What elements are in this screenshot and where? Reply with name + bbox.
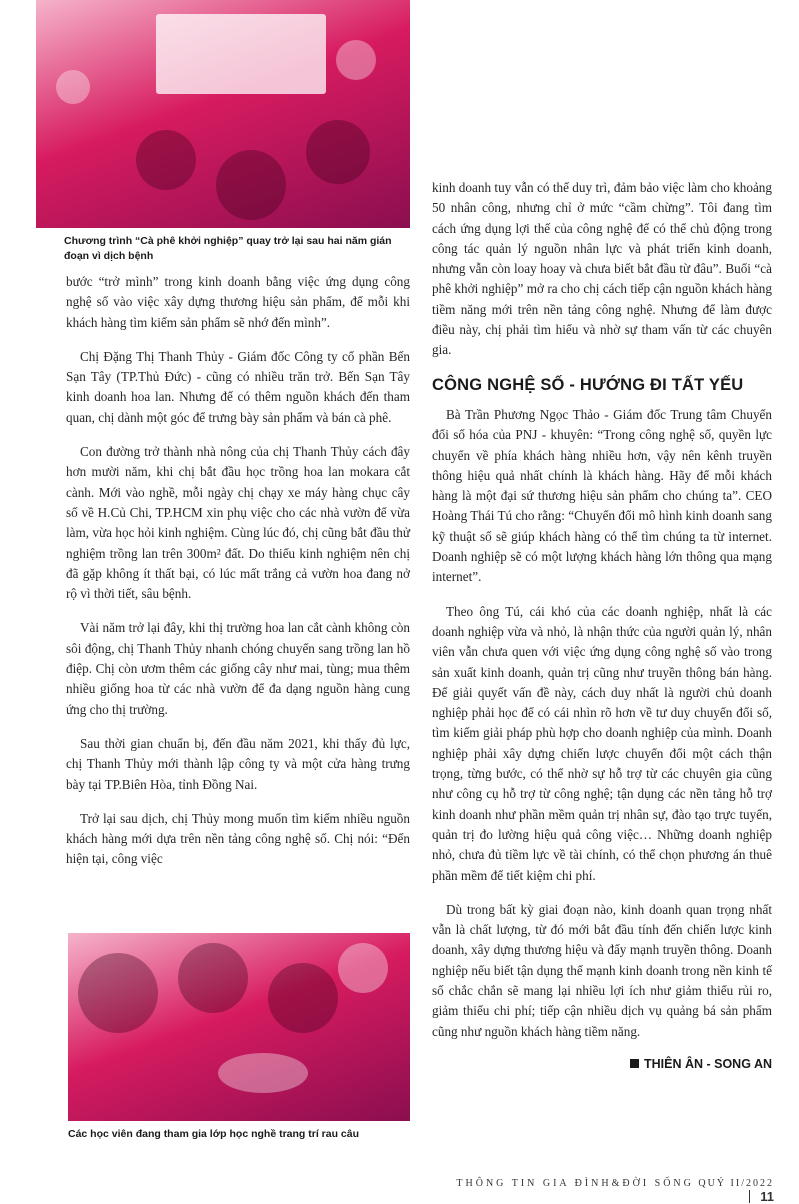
author-names: THIÊN ÂN - SONG AN (643, 1056, 772, 1071)
article-column-right (432, 178, 772, 1074)
square-bullet-icon (630, 1059, 639, 1068)
event-backdrop-banner (156, 14, 326, 94)
paragraph: Dù trong bất kỳ giai đoạn nào, kinh doanh quan trọng nhất vẫn là chất lượng, từ đó mới bắt đầu tính đến chiến lược kinh doanh, xây dựng thương hiệu và đẩy mạnh truyền thông. Doanh nghiệp nếu biết tận dụng thế mạnh kinh doanh trong nền kinh tế số chắc chắn sẽ mang lại nhiều lợi ích như giảm thiểu rủi ro, giảm thiểu chi phí; tiếp cận nhiều dịch vụ quảng bá sản phẩm cũng như nguồn khách hàng tiềm năng. (432, 901, 772, 1039)
article-column-left (66, 272, 410, 884)
table-surface (218, 1053, 308, 1093)
student-silhouette (78, 953, 158, 1033)
paragraph: Vài năm trở lại đây, khi thị trường hoa lan cắt cành không còn sôi động, chị Thanh Thủy nhanh chóng chuyển sang trồng lan hồ điệp. Chị còn ươm thêm các giống cây như mai, tùng; mua thêm nhiều giống hoa từ các nhà vườn để đa dạng nguồn hàng cung ứng cho thị trường. (66, 620, 410, 717)
audience-silhouette (216, 150, 286, 220)
section-heading: CÔNG NGHỆ SỐ - HƯỚNG ĐI TẤT YẾU (432, 375, 744, 394)
issue-label: QUÝ II/2022 (698, 1178, 774, 1189)
paragraph: kinh doanh tuy vẫn có thể duy trì, đảm bảo việc làm cho khoảng 50 nhân công, nhưng chỉ ở mức “cầm chừng”. Tôi đang tìm cách ứng dụng lợi thế của công nghệ để có thể chủ động trong công tác quản lý nguồn nhân lực và phát triển kinh doanh, nhưng vẫn còn loay hoay và chưa biết bắt đầu từ đâu”. Buổi “cà phê khởi nghiệp” mở ra cho chị cách tiếp cận nguồn khách hàng tiềm năng mới trên nền tảng công nghệ. Nhưng để làm được điều này, chị phải tìm hiểu và nhờ sự tham vấn từ các chuyên gia. (432, 180, 772, 358)
photo-startup-coffee-event (36, 0, 410, 228)
page-footer (440, 1178, 774, 1204)
photo-caption-top: Chương trình “Cà phê khởi nghiệp” quay trở lại sau hai năm gián đoạn vì dịch bệnh (64, 235, 392, 262)
paragraph: Sau thời gian chuẩn bị, đến đầu năm 2021, khi thấy đủ lực, chị Thanh Thủy mới thành lập công ty và một cửa hàng trưng bày tại TP.Biên Hòa, tỉnh Đồng Nai. (66, 735, 410, 792)
footer-divider (749, 1190, 750, 1203)
paragraph: Con đường trở thành nhà nông của chị Thanh Thủy cách đây hơn mười năm, khi chị bắt đầu học trồng hoa lan mokara cắt cành. Mới vào nghề, mỗi ngày chị chạy xe máy hàng chục cây số về H.Củ Chi, TP.HCM xin phụ việc cho các nhà vườn để vừa làm, vừa học hỏi kinh nghiệm. Cùng lúc đó, chị cũng bắt đầu thử nghiệm trồng lan trên 300m² đất. Do thiếu kinh nghiệm nên chị đã gặp không ít thất bại, có lúc mất trắng cả vườn hoa đang nở rộ vì thời tiết, sâu bệnh. (66, 444, 410, 602)
paragraph: Chị Đặng Thị Thanh Thủy - Giám đốc Công ty cổ phần Bến Sạn Tây (TP.Thủ Đức) - cũng có nhiều trăn trở. Bến Sạn Tây kinh doanh hoa lan. Nhưng để có thêm nguồn khách đến tham quan, chị dành một góc để trưng bày sản phẩm và bán cà phê. (66, 348, 410, 425)
page-number: 11 (760, 1189, 774, 1204)
student-silhouette (178, 943, 248, 1013)
author-byline (432, 1054, 772, 1074)
publication-name: THÔNG TIN GIA ĐÌNH&ĐỜI SỐNG (456, 1178, 694, 1189)
paragraph: Bà Trần Phương Ngọc Thảo - Giám đốc Trung tâm Chuyển đổi số hóa của PNJ - khuyên: “Trong công nghệ số, quyền lực chuyển về phía khách hàng nhiều hơn, vậy nên kênh truyền thông hiệu quả nhất chính là khách hàng. Hãy để mỗi khách hàng là một đại sứ thương hiệu sản phẩm cho chúng ta”. CEO Hoàng Thái Tú cho rằng: “Chuyển đổi mô hình kinh doanh sang kỹ thuật số sẽ giúp khách hàng có thể tìm chúng ta từ internet. Doanh nghiệp sẽ có một lượng khách hàng lớn thông qua mạng internet”. (432, 406, 772, 585)
photo-jelly-decoration-class (68, 933, 410, 1121)
speaker-silhouette (56, 70, 90, 104)
light-spot (336, 40, 376, 80)
audience-silhouette (136, 130, 196, 190)
light-spot (338, 943, 388, 993)
paragraph: bước “trở mình” trong kinh doanh bằng việc ứng dụng công nghệ số vào việc xây dựng thương hiệu sản phẩm, để mỗi khi khách hàng tìm kiếm sản phẩm sẽ nhớ đến mình”. (66, 274, 410, 330)
paragraph: Trở lại sau dịch, chị Thủy mong muốn tìm kiếm nhiều nguồn khách hàng mới dựa trên nền tảng công nghệ số. Chị nói: “Đến hiện tại, công việc (66, 810, 410, 867)
audience-silhouette (306, 120, 370, 184)
student-silhouette (268, 963, 338, 1033)
paragraph: Theo ông Tú, cái khó của các doanh nghiệp, nhất là các doanh nghiệp vừa và nhỏ, là nhận thức của người quản lý, nhân viên vẫn chưa quen với việc ứng dụng công nghệ số vào trong sản xuất kinh doanh, quản trị cũng như truyền thông bán hàng. Để giải quyết vấn đề này, cách duy nhất là người chủ doanh nghiệp phải học để có cái nhìn rõ hơn về tư duy chuyển đổi số, tìm kiếm giải pháp phù hợp cho doanh nghiệp của mình. Doanh nghiệp phải xây dựng chiến lược chuyển đổi một cách thận trọng, từng bước, có thể nhờ sự hỗ trợ từ các chuyên gia cũng như công cụ hỗ trợ từ công nghệ; tận dụng các nền tảng hỗ trợ kinh doanh như phần mềm quản trị nhân sự, đào tạo trực tuyến, quản trị đo lường hiệu quả công việc… Những doanh nghiệp nhỏ, chưa đủ tiềm lực về tài chính, có thể chọn phương án thuê phần mềm để tiết kiệm chi phí. (432, 603, 772, 883)
photo-caption-bottom: Các học viên đang tham gia lớp học nghề trang trí rau câu (68, 1128, 360, 1140)
